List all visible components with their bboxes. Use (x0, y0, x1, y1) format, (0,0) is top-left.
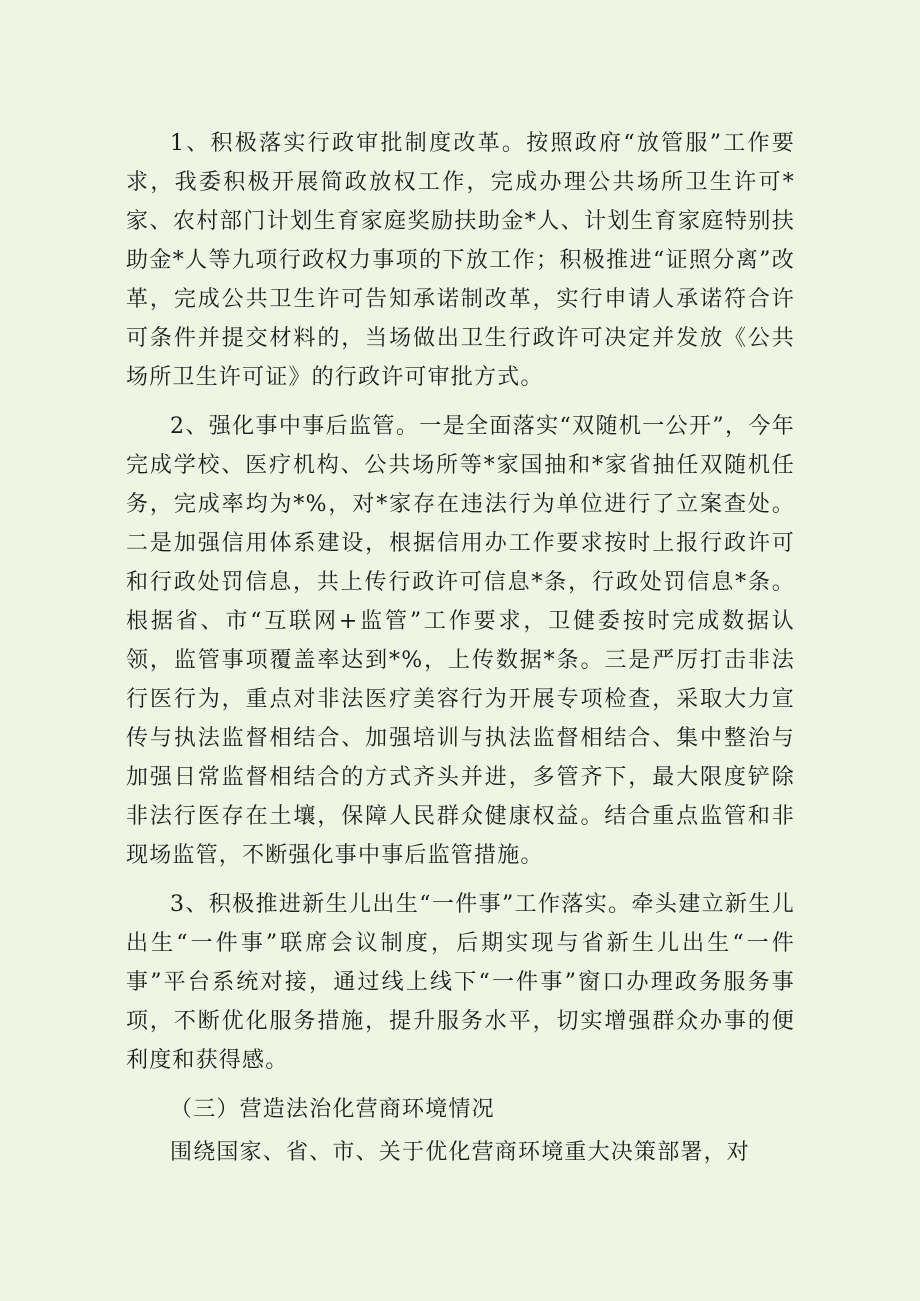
paragraph-supervision: 2、强化事中事后监管。一是全面落实“双随机一公开”，今年完成学校、医疗机构、公共场所等*家国抽和*家省抽任双随机任务，完成率均为*%，对*家存在违法行为单位进行了立案查处。二是加强信用体系建设，根据信用办工作要求按时上报行政许可和行政处罚信息，共上传行政许可信息*条，行政处罚信息*条。根据省、市“互联网+监管”工作要求，卫健委按时完成数据认领，监管事项覆盖率达到*%，上传数据*条。三是严厉打击非法行医行为，重点对非法医疗美容行为开展专项检查，采取大力宣传与执法监督相结合、加强培训与执法监督相结合、集中整治与加强日常监督相结合的方式齐头并进，多管齐下，最大限度铲除非法行医存在土壤，保障人民群众健康权益。结合重点监管和非现场监管，不断强化事中事后监管措施。 (126, 414, 795, 868)
paragraph-newborn-one-thing: 3、积极推进新生儿出生“一件事”工作落实。牵头建立新生儿出生“一件事”联席会议制度，后期实现与省新生儿出生“一件事”平台系统对接，通过线上线下“一件事”窗口办理政务服务事项，不断优化服务措施，提升服务水平，切实增强群众办事的便利度和获得感。 (126, 892, 795, 1073)
section-heading: （三）营造法治化营商环境情况 (170, 1097, 495, 1122)
paragraph-approval-reform: 1、积极落实行政审批制度改革。按照政府“放管服”工作要求，我委积极开展简政放权工作，完成办理公共场所卫生许可*家、农村部门计划生育家庭奖励扶助金*人、计划生育家庭特别扶助金*人等九项行政权力事项的下放工作；积极推进“证照分离”改革，完成公共卫生许可告知承诺制改革，实行申请人承诺符合许可条件并提交材料的，当场做出卫生行政许可决定并发放《公共场所卫生许可证》的行政许可审批方式。 (126, 131, 795, 390)
paragraph-business-environment: 围绕国家、省、市、关于优化营商环境重大决策部署，对 (170, 1140, 751, 1165)
